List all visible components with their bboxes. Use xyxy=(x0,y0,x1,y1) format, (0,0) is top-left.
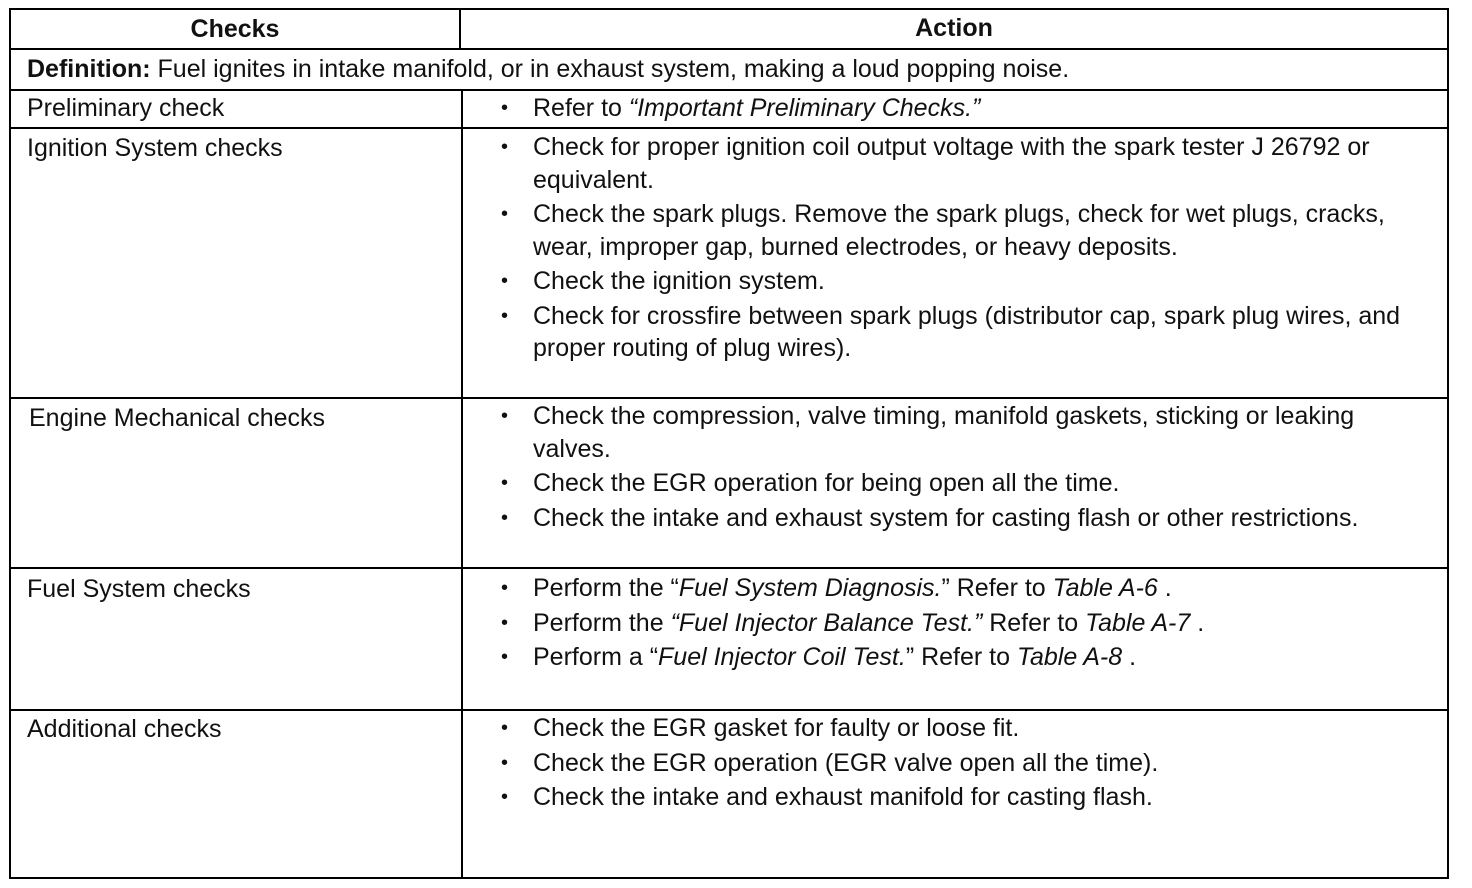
action-emphasis: “Fuel Injector Balance Test.” xyxy=(670,608,983,637)
action-text: . xyxy=(1157,574,1172,602)
action-text: Check the EGR operation (EGR valve open all the time). xyxy=(533,748,1159,777)
action-item xyxy=(497,747,1437,780)
bullet-icon: • xyxy=(501,405,509,427)
bullet-icon: • xyxy=(501,717,509,739)
action-item xyxy=(497,467,1397,500)
action-text: Refer to xyxy=(533,94,629,122)
check-additional: Additional checks xyxy=(27,715,222,743)
bullet-icon: • xyxy=(501,577,509,599)
action-emphasis: Fuel Injector Coil Test. xyxy=(658,643,906,671)
action-item xyxy=(497,781,1437,814)
actions-engine-mechanical xyxy=(497,400,1397,536)
bullet-icon: • xyxy=(501,472,509,494)
row-divider xyxy=(9,397,1449,399)
bullet-icon: • xyxy=(501,304,509,327)
row-divider xyxy=(9,48,1449,50)
action-text: Check the EGR gasket for faulty or loose fit. xyxy=(533,714,1020,742)
definition-row xyxy=(27,53,1427,86)
action-item xyxy=(497,92,1437,125)
action-text: Perform the “ xyxy=(533,574,679,602)
bullet-icon: • xyxy=(501,751,509,774)
action-emphasis: Table A-7 xyxy=(1085,608,1191,637)
actions-fuel-system xyxy=(497,572,1437,676)
action-text: Check the compression, valve timing, manifold gaskets, sticking or leaking valves. xyxy=(533,402,1355,463)
definition-text: Fuel ignites in intake manifold, or in exhaust system, making a loud popping noise. xyxy=(150,55,1070,83)
actions-additional xyxy=(497,712,1437,816)
action-emphasis: “Important Preliminary Checks.” xyxy=(628,94,981,122)
action-item xyxy=(497,607,1437,640)
action-emphasis: Table A-6 xyxy=(1052,574,1158,602)
action-text: Refer to xyxy=(982,608,1086,637)
action-text: . xyxy=(1190,608,1205,637)
action-item xyxy=(497,198,1437,263)
action-text: Perform the xyxy=(533,608,671,637)
action-item xyxy=(497,641,1437,674)
action-text: Check the spark plugs. Remove the spark plugs, check for wet plugs, cracks, wear, improper gap, burned electrodes, or heavy deposits. xyxy=(533,200,1385,261)
action-text: Check for proper ignition coil output voltage with the spark tester J 26792 or equivalent. xyxy=(533,133,1370,194)
action-text: Check the intake and exhaust manifold for casting flash. xyxy=(533,783,1153,811)
table-border-top xyxy=(9,8,1449,10)
check-ignition-system: Ignition System checks xyxy=(27,134,283,162)
header-checks: Checks xyxy=(190,15,280,43)
check-engine-mechanical: Engine Mechanical checks xyxy=(29,404,325,432)
bullet-icon: • xyxy=(501,97,509,119)
action-item xyxy=(497,502,1397,535)
definition-label: Definition: xyxy=(27,55,151,83)
action-text: Check the ignition system. xyxy=(533,267,825,295)
check-preliminary: Preliminary check xyxy=(27,94,225,122)
action-text: Check for crossfire between spark plugs (distributor cap, spark plug wires, and proper routing of plug wires). xyxy=(533,301,1401,362)
action-item xyxy=(497,712,1437,745)
bullet-icon: • xyxy=(501,270,509,292)
action-emphasis: Fuel System Diagnosis. xyxy=(678,574,942,602)
action-item xyxy=(497,265,1437,298)
action-text: Check the intake and exhaust system for casting flash or other restrictions. xyxy=(533,503,1359,532)
row-divider xyxy=(9,89,1449,91)
action-text: . xyxy=(1122,643,1137,671)
row-divider xyxy=(9,127,1449,129)
action-item xyxy=(497,400,1397,465)
table-border-right xyxy=(1447,8,1449,879)
action-text: ” Refer to xyxy=(941,574,1053,602)
row-divider xyxy=(9,709,1449,711)
actions-preliminary xyxy=(497,92,1437,127)
column-divider xyxy=(461,89,463,879)
actions-ignition-system xyxy=(497,131,1437,367)
bullet-icon: • xyxy=(501,646,509,668)
bullet-icon: • xyxy=(501,136,509,158)
bullet-icon: • xyxy=(501,786,509,808)
action-text: Check the EGR operation for being open all the time. xyxy=(533,469,1120,497)
row-divider xyxy=(9,567,1449,569)
table-border-left xyxy=(9,8,11,879)
bullet-icon: • xyxy=(501,203,509,225)
action-item xyxy=(497,572,1437,605)
action-emphasis: Table A-8 xyxy=(1016,643,1123,671)
check-fuel-system: Fuel System checks xyxy=(27,575,251,603)
action-item xyxy=(497,131,1437,196)
bullet-icon: • xyxy=(501,611,509,634)
action-text: Perform a “ xyxy=(533,643,659,671)
action-item xyxy=(497,300,1437,365)
header-action: Action xyxy=(915,14,993,42)
table-border-bottom xyxy=(9,877,1449,879)
bullet-icon: • xyxy=(501,506,509,529)
action-text: ” Refer to xyxy=(905,643,1017,671)
